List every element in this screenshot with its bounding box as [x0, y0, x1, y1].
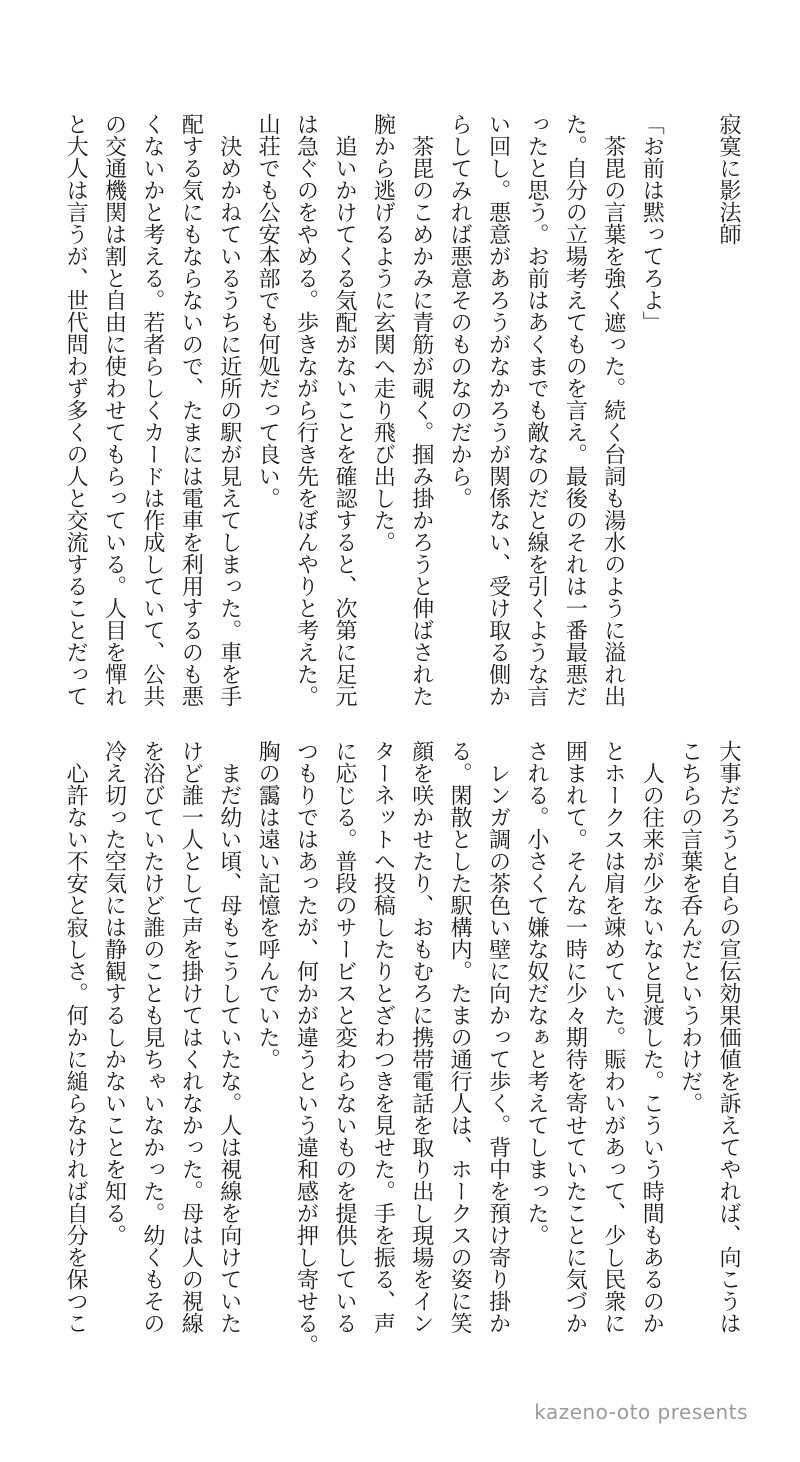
text-column: 決めかねているうちに近所の駅が見えてしまった。車を手: [216, 113, 242, 707]
credit-text: kazeno-oto presents: [534, 1400, 748, 1424]
text-column: 顔を咲かせたり、おもむろに携帯電話を取り出し現場をイン: [408, 740, 434, 1334]
text-column: 冷え切った空気には静観するしかないことを知る。: [101, 740, 127, 1246]
text-column: こちらの言葉を呑んだというわけだ。: [677, 740, 703, 1114]
text-column: ったと思う。お前はあくまでも敵なのだと線を引くような言: [523, 113, 549, 707]
text-column: 大事だろうと自らの宣伝効果価値を訴えてやれば、向こうは: [716, 740, 741, 1334]
text-column: を浴びていたけど誰のことも見ちゃいなかった。幼くもその: [139, 740, 165, 1334]
text-column: に応じる。普段のサービスと変わらないものを提供している: [331, 740, 357, 1334]
text-column: らしてみれば悪意そのものなのだから。: [447, 113, 473, 509]
text-column: 追いかけてくる気配がないことを確認すると、次第に足元: [331, 113, 357, 707]
text-column: 胸の靄は遠い記憶を呼んでいた。: [255, 740, 281, 1070]
text-column: とホークスは肩を竦めていた。賑わいがあって、少し民衆に: [600, 740, 626, 1334]
text-column: くないかと考える。若者らしくカードは作成していて、公共: [139, 113, 165, 707]
text-column: 腕から逃げるように玄関へ走り飛び出した。: [370, 113, 396, 553]
text-column: 心許ない不安と寂しさ。何かに縋らなければ自分を保つこ: [63, 740, 89, 1334]
text-column: ターネットへ投稿したりとざわつきを見せた。手を振る、声: [370, 740, 396, 1334]
text-column: 茶毘の言葉を強く遮った。続く台詞も湯水のように溢れ出: [600, 113, 626, 707]
text-column: 人の往来が少ないなと見渡した。こういう時間もあるのか: [639, 740, 665, 1334]
text-column: の交通機関は割と自由に使わせてもらっている。人目を憚れ: [101, 113, 127, 707]
text-column: 山荘でも公安本部でも何処だって良い。: [255, 113, 281, 509]
text-column: 「お前は黙ってろよ」: [639, 113, 665, 333]
text-column: た。自分の立場考えてものを言え。最後のそれは一番最悪だ: [562, 113, 588, 707]
text-column: まだ幼い頃、母もこうしていたな。人は視線を向けていた: [216, 740, 242, 1334]
text-column: [670, 113, 708, 713]
text-column: い回し。悪意があろうがなかろうが関係ない、受け取る側か: [485, 113, 511, 707]
text-column: る。閑散とした駅構内。たまの通行人は、ホークスの姿に笑: [447, 740, 473, 1334]
story-text-top: [56, 113, 747, 713]
text-column: つもりではあったが、何かが違うという違和感が押し寄せる。: [293, 740, 319, 1356]
text-column: される。小さくて嫌な奴だなぁと考えてしまった。: [523, 740, 549, 1246]
text-column: 寂寞に影法師: [716, 113, 741, 245]
text-column: と大人は言うが、世代問わず多くの人と交流することだって: [63, 113, 89, 707]
story-text-bottom: [56, 740, 747, 1380]
text-column: 配する気にもならないので、たまには電車を利用するのも悪: [178, 113, 204, 707]
text-column: けど誰一人として声を掛けてはくれなかった。母は人の視線: [178, 740, 204, 1334]
text-column: レンガ調の茶色い壁に向かって歩く。背中を預け寄り掛か: [485, 740, 511, 1334]
text-column: は急ぐのをやめる。歩きながら行き先をぼんやりと考えた。: [293, 113, 319, 707]
text-column: 茶毘のこめかみに青筋が覗く。掴み掛かろうと伸ばされた: [408, 113, 434, 707]
text-column: 囲まれて。そんな一時に少々期待を寄せていたことに気づか: [562, 740, 588, 1334]
